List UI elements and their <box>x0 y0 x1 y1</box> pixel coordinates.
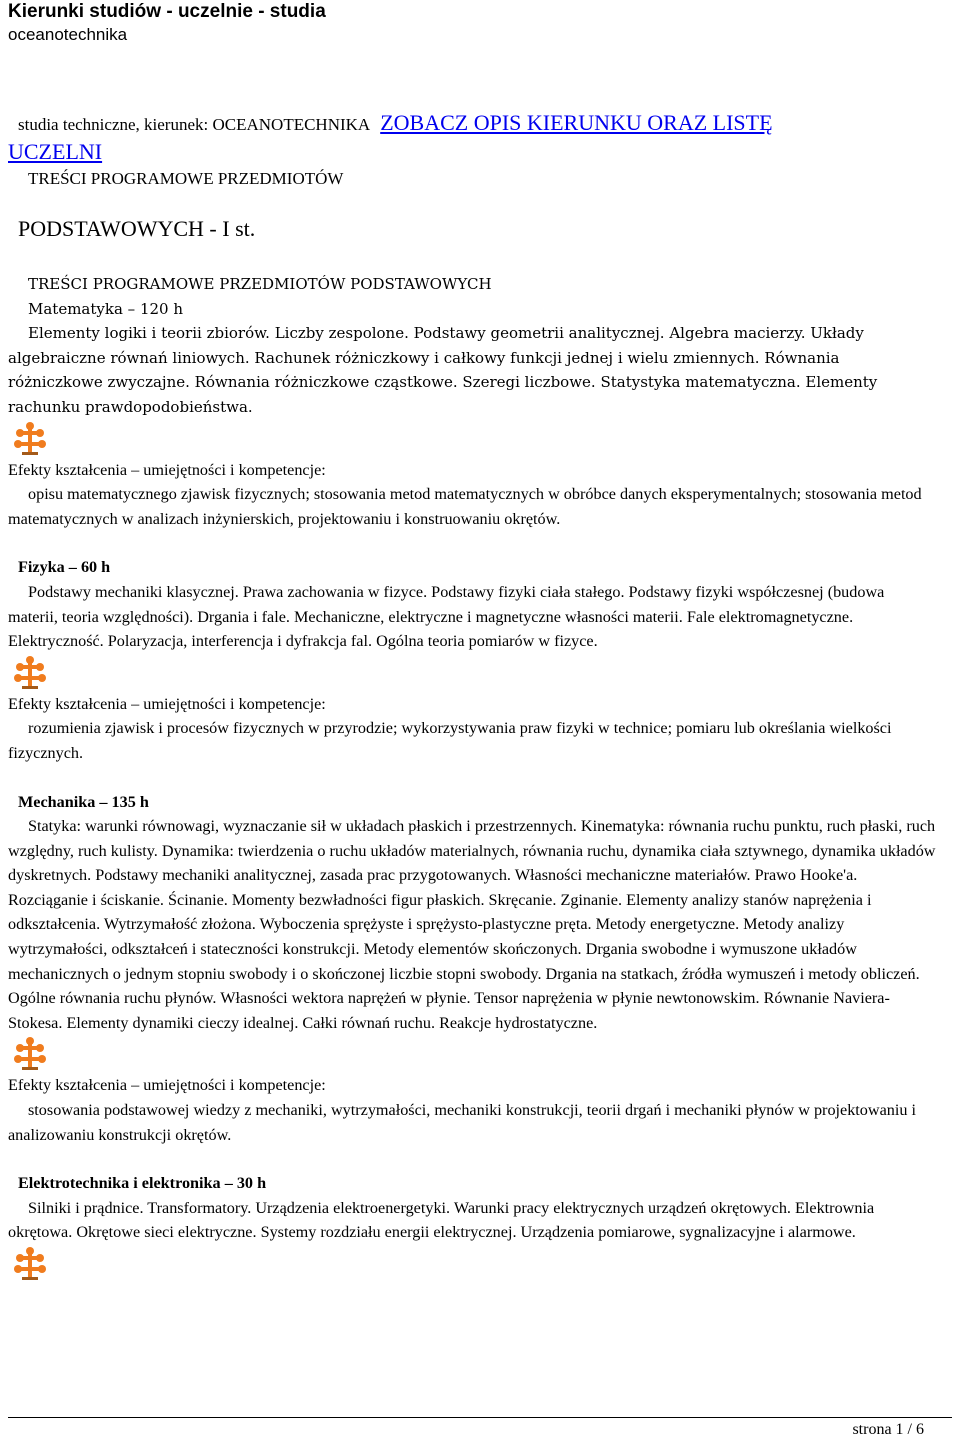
subject-content-fizyka: Podstawy mechaniki klasycznej. Prawa zachowania w fizyce. Podstawy fizyki ciała stałego. Podstawy fizyki współczesnej (budowa materii, teoria względności). Drgania i fale. Mechaniczne, elektryczne i magnetyczne własności materii. Fale elektromagnetyczne. Elektryczność. Polaryzacja, interferencja i dyfrakcja fal. Ogólna teoria pomiarów w fizyce. <box>8 582 885 651</box>
page-title: Kierunki studiów - uczelnie - studia <box>8 1 326 22</box>
page-subtitle: oceanotechnika <box>8 25 128 44</box>
intro-prefix <box>8 115 370 134</box>
subject-content-mechanika: Statyka: warunki równowagi, wyznaczanie sił w układach płaskich i przestrzennych. Kinematyka: równania ruchu punktu, ruch płaski, ruch względny, ruch kulisty. Dynamika: twierdzenia o ruchu układów materialnych, równania ruchu, dynamika ciała sztywnego, dynamika układów dyskretnych. Podstawy mechaniki analitycznej, zasada prac przygotowanych. Własności mechaniczne materiałów. Prawo Hooke'a. Rozciąganie i ściskanie. Ścinanie. Momenty bezwładności figur płaskich. Skręcanie. Zginanie. Elementy analizy stanów naprężenia i odkształcenia. Wytrzymałość złożona. Wyboczenia sprężyste i sprężysto-plastyczne pręta. Metody energetyczne. Metody analizy wytrzymałości, odkształceń i stateczności konstrukcji. Metody elementów skończonych. Drgania swobodne i wymuszone układów mechanicznych o jednym stopniu swobody i o skończonej liczbie stopni swobody. Drgania na statkach, źródła wymuszeń i metody obliczeń. Ogólne równania ruchu płynów. Własności wektora naprężeń w płynie. Tensor naprężenia w płynie newtonowskim. Równanie Naviera-Stokesa. Elementy dynamiki cieczy idealnej. Całki równań ruchu. Reakcje hydrostatyczne. <box>8 817 936 1032</box>
subject-content-matematyka: Elementy logiki i teorii zbiorów. Liczby zespolone. Podstawy geometrii analitycznej. Algebra macierzy. Układy algebraiczne równań liniowych. Rachunek różniczkowy i całkowy funkcji jednej i wielu zmiennych. Równania różniczkowe zwyczajne. Równania różniczkowe cząstkowe. Szeregi liczbowe. Statystyka matematyczna. Elementy rachunku prawdopodobieństwa. <box>8 324 878 416</box>
course-description-link-continued[interactable]: UCZELNI <box>8 139 103 164</box>
section-heading: TREŚCI PROGRAMOWE PRZEDMIOTÓW PODSTAWOWYCH <box>28 275 492 293</box>
efekty-label-fizyka: Efekty kształcenia – umiejętności i kompetencje: <box>8 694 326 713</box>
intro-block <box>8 110 938 244</box>
tree-icon <box>12 1247 48 1281</box>
tree-icon <box>12 422 48 456</box>
kierunek-name: OCEANOTECHNIKA <box>212 115 371 134</box>
course-description-link[interactable]: ZOBACZ OPIS KIERUNKU ORAZ LISTĘ <box>380 110 773 135</box>
page-number: strona 1 / 6 <box>852 1421 924 1438</box>
subject-outcomes-mechanika: stosowania podstawowej wiedzy z mechaniki, wytrzymałości, mechaniki konstrukcji, teorii drgań i mechaniki płynów w projektowaniu i analizowaniu konstrukcji okrętów. <box>8 1101 917 1144</box>
intro-prefix-text: studia techniczne, kierunek: <box>18 115 213 134</box>
efekty-label-mechanika: Efekty kształcenia – umiejętności i kompetencje: <box>8 1076 326 1095</box>
tree-icon <box>12 1037 48 1071</box>
subject-outcomes-matematyka: opisu matematycznego zjawisk fizycznych; stosowania metod matematycznych w obróbce danych eksperymentalnych; stosowania metod matematycznych w analizach inżynierskich, projektowaniu i konstruowaniu okrętów. <box>8 485 922 528</box>
footer-divider <box>8 1417 952 1418</box>
intro-tresci: TREŚCI PROGRAMOWE PRZEDMIOTÓW <box>28 169 344 188</box>
tree-icon <box>12 656 48 690</box>
efekty-label-matematyka: Efekty kształcenia – umiejętności i kompetencje: <box>8 460 326 479</box>
subject-title-elektrotechnika: Elektrotechnika i elektronika – 30 h <box>18 1174 267 1193</box>
subject-content-elektrotechnika: Silniki i prądnice. Transformatory. Urządzenia elektroenergetyki. Warunki pracy elektrycznych urządzeń okrętowych. Elektrownia okrętowa. Okrętowe sieci elektryczne. Systemy rozdziału energii elektrycznej. Urządzenia pomiarowe, sygnalizacyjne i alarmowe. <box>8 1198 875 1242</box>
subject-title-fizyka: Fizyka – 60 h <box>18 558 111 577</box>
intro-podstawowych: PODSTAWOWYCH - I st. <box>18 216 256 241</box>
subject-outcomes-fizyka: rozumienia zjawisk i procesów fizycznych w przyrodzie; wykorzystywania praw fizyki w technice; pomiaru lub określania wielkości fizycznych. <box>8 719 892 762</box>
subject-title-matematyka: Matematyka – 120 h <box>28 299 184 318</box>
content <box>8 272 938 1283</box>
subject-title-mechanika: Mechanika – 135 h <box>18 792 149 811</box>
